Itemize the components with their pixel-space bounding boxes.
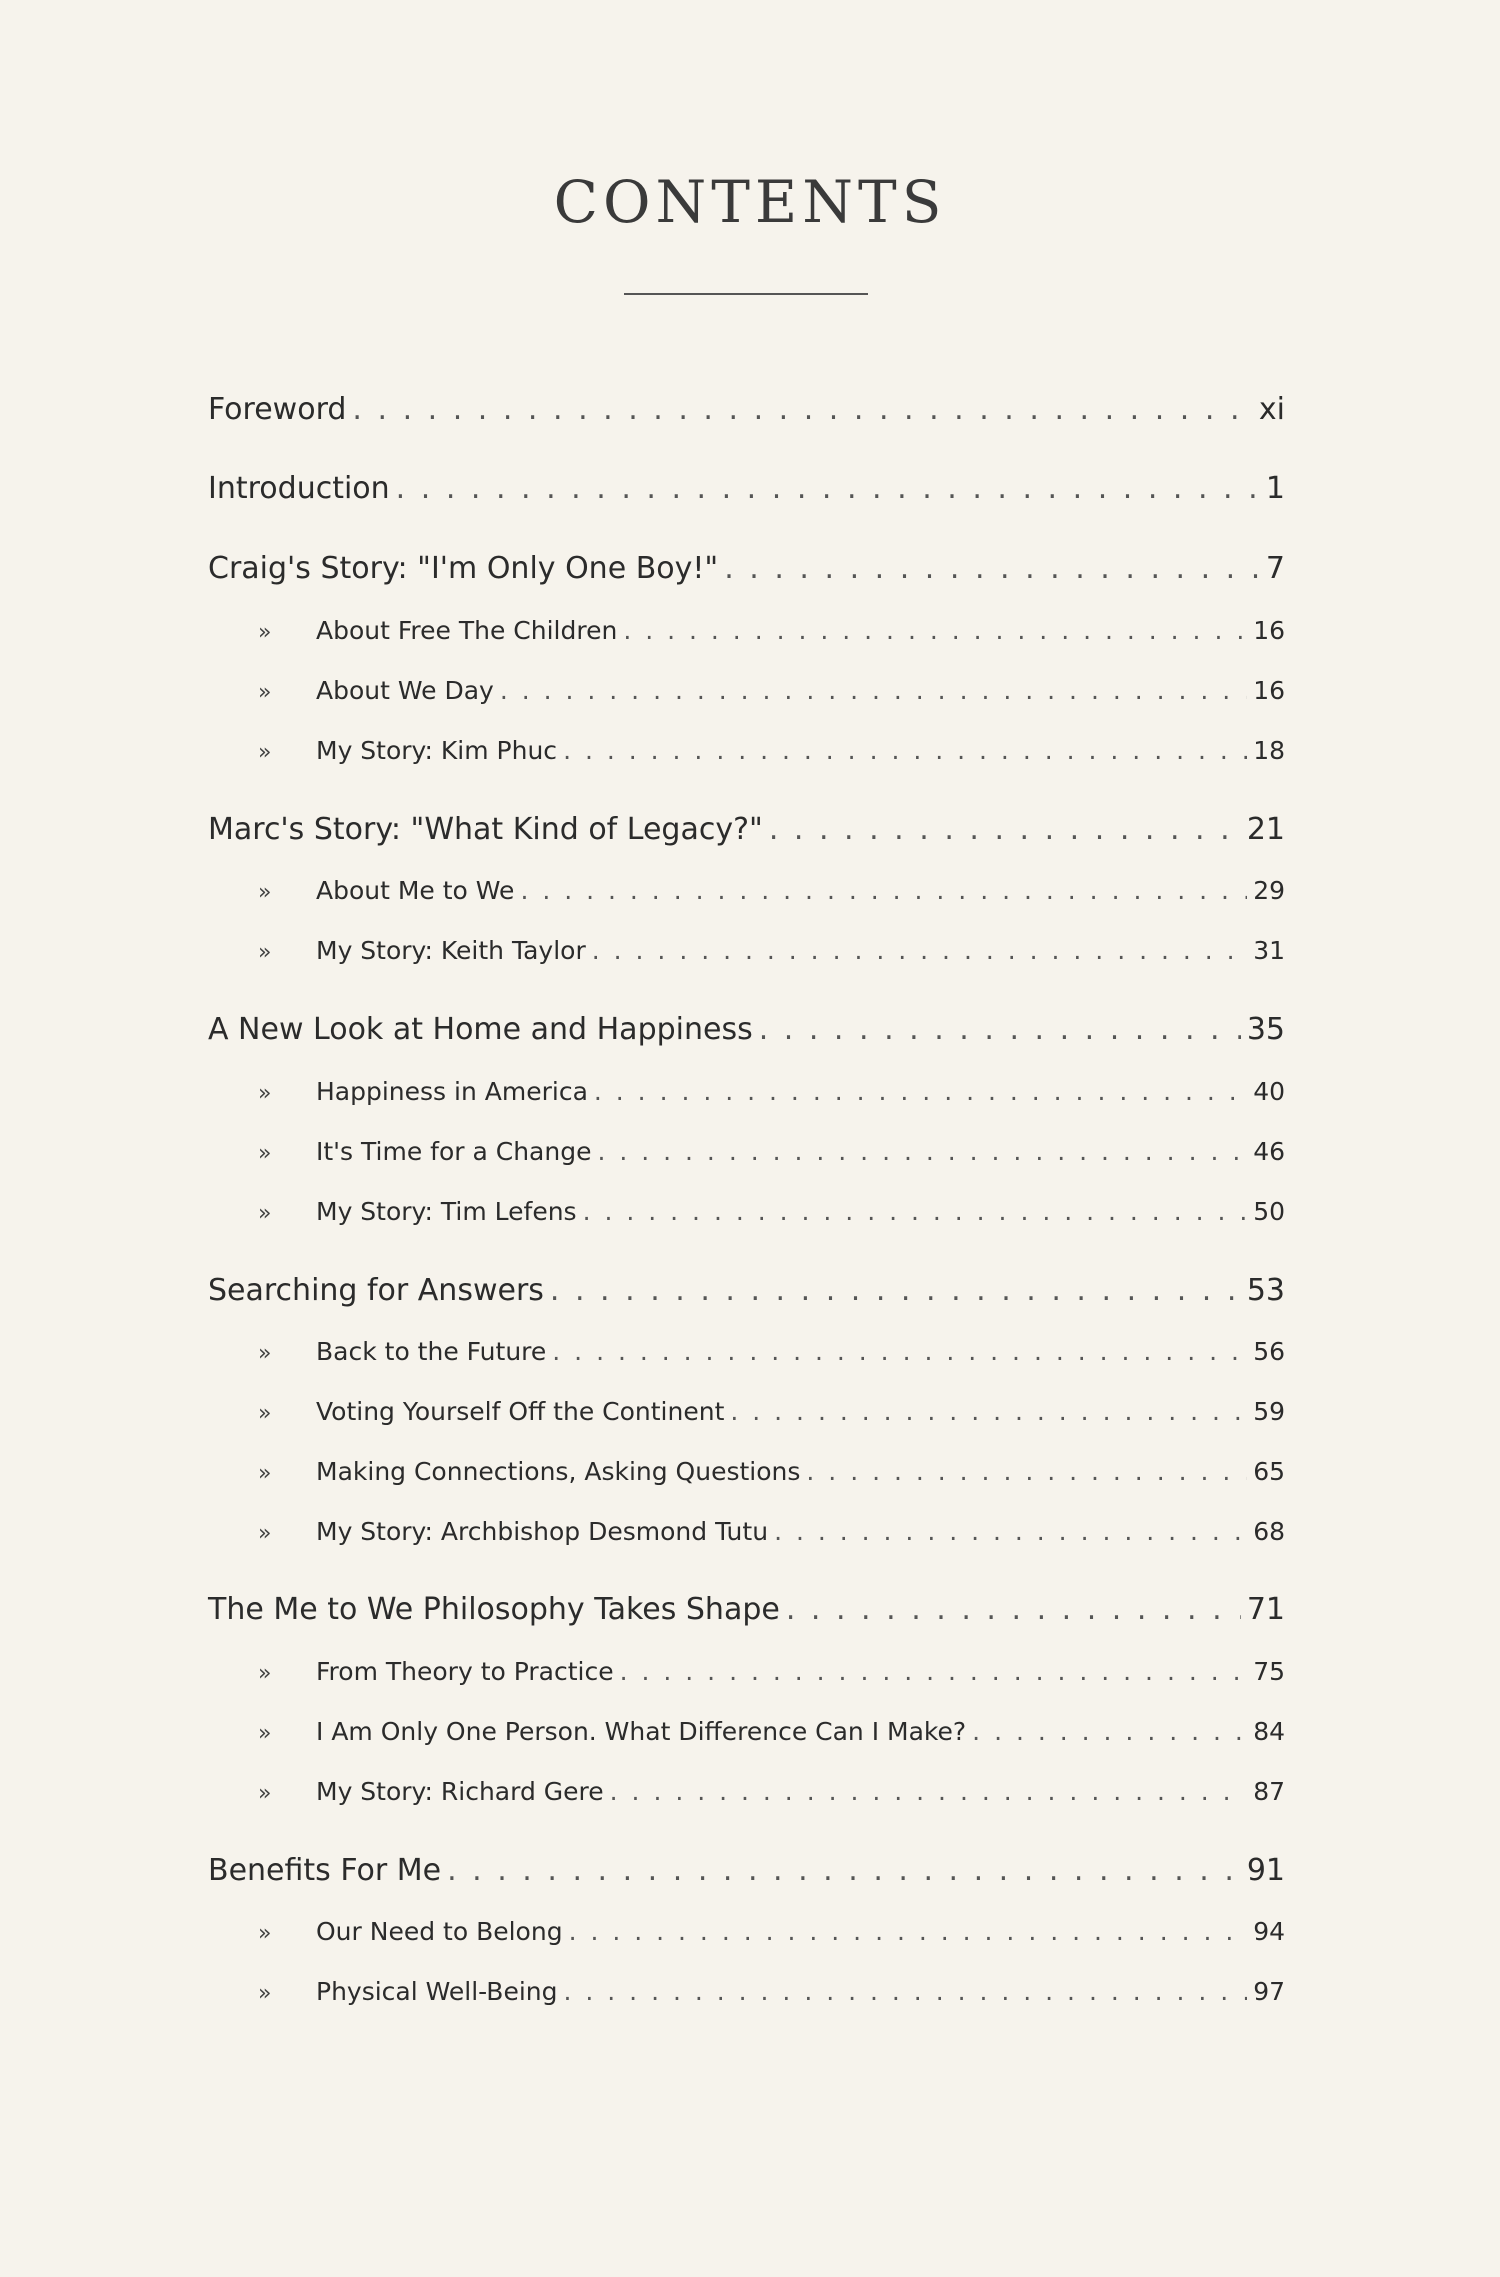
dot-leader: [447, 1853, 1241, 1888]
toc-entry-label: About Free The Children: [316, 616, 618, 645]
toc-entry-label: Benefits For Me: [208, 1853, 442, 1888]
bullet-icon: »: [258, 1081, 272, 1106]
bullet-icon: »: [258, 880, 272, 905]
toc-entry-page: 97: [1253, 1977, 1285, 2006]
toc-subentry[interactable]: [208, 1197, 1285, 1226]
dot-leader: [583, 1197, 1248, 1226]
title-divider: [624, 293, 868, 295]
bullet-icon: »: [258, 1661, 272, 1686]
dot-leader: [774, 1517, 1247, 1546]
dot-leader: [730, 1397, 1247, 1426]
toc-entry-page: 71: [1246, 1592, 1285, 1627]
toc-entry-page: 31: [1253, 936, 1285, 965]
bullet-icon: »: [258, 1201, 272, 1226]
dot-leader: [597, 1137, 1247, 1166]
bullet-icon: »: [258, 1401, 272, 1426]
toc-entry-page: 16: [1253, 616, 1285, 645]
dot-leader: [594, 1077, 1247, 1106]
page-title: CONTENTS: [553, 168, 947, 236]
dot-leader: [569, 1917, 1248, 1946]
toc-subentry[interactable]: [208, 1457, 1285, 1486]
toc-entry-label: Craig's Story: "I'm Only One Boy!": [208, 551, 719, 586]
toc-entry-label: I Am Only One Person. What Difference Can I Make?: [316, 1717, 967, 1746]
dot-leader: [564, 1977, 1248, 2006]
toc-entry-label: Marc's Story: "What Kind of Legacy?": [208, 812, 763, 847]
bullet-icon: »: [258, 740, 272, 765]
toc-entry-page: 18: [1253, 736, 1285, 765]
toc-entry-page: 1: [1265, 471, 1285, 506]
toc-entry-page: 65: [1253, 1457, 1285, 1486]
toc-entry[interactable]: [208, 551, 1285, 586]
toc-subentry[interactable]: [208, 1137, 1285, 1166]
bullet-icon: »: [258, 1461, 272, 1486]
toc-entry[interactable]: [208, 392, 1285, 427]
toc-entry-label: It's Time for a Change: [316, 1137, 592, 1166]
dot-leader: [620, 1657, 1248, 1686]
toc-entry-page: 21: [1246, 812, 1285, 847]
toc-subentry[interactable]: [208, 1977, 1285, 2006]
dot-leader: [520, 876, 1247, 905]
toc-subentry[interactable]: [208, 1777, 1285, 1806]
toc-entry-label: Voting Yourself Off the Continent: [316, 1397, 725, 1426]
bullet-icon: »: [258, 940, 272, 965]
toc-entry-label: About We Day: [316, 676, 494, 705]
toc-subentry[interactable]: [208, 936, 1285, 965]
toc-entry-label: The Me to We Philosophy Takes Shape: [208, 1592, 780, 1627]
toc-subentry[interactable]: [208, 1717, 1285, 1746]
dot-leader: [972, 1717, 1247, 1746]
toc-subentry[interactable]: [208, 1337, 1285, 1366]
toc-entry-label: Searching for Answers: [208, 1273, 544, 1308]
toc-subentry[interactable]: [208, 736, 1285, 765]
toc-entry-label: Back to the Future: [316, 1337, 547, 1366]
toc-subentry[interactable]: [208, 1657, 1285, 1686]
toc-entry-page: xi: [1258, 392, 1285, 427]
toc-entry-page: 94: [1253, 1917, 1285, 1946]
dot-leader: [769, 812, 1241, 847]
toc-entry-page: 7: [1265, 551, 1285, 586]
toc-entry-page: 29: [1253, 876, 1285, 905]
dot-leader: [352, 392, 1252, 427]
dot-leader: [592, 936, 1247, 965]
toc-entry-label: Foreword: [208, 392, 347, 427]
bullet-icon: »: [258, 1341, 272, 1366]
toc-entry-page: 53: [1246, 1273, 1285, 1308]
bullet-icon: »: [258, 1141, 272, 1166]
toc-entry-label: My Story: Tim Lefens: [316, 1197, 577, 1226]
bullet-icon: »: [258, 620, 272, 645]
bullet-icon: »: [258, 1981, 272, 2006]
bullet-icon: »: [258, 1921, 272, 1946]
toc-entry-page: 91: [1246, 1853, 1285, 1888]
toc-entry-label: A New Look at Home and Happiness: [208, 1012, 753, 1047]
toc-subentry[interactable]: [208, 876, 1285, 905]
toc-entry[interactable]: [208, 471, 1285, 506]
toc-entry-page: 68: [1253, 1517, 1285, 1546]
toc-entry-page: 75: [1253, 1657, 1285, 1686]
toc-subentry[interactable]: [208, 1517, 1285, 1546]
toc-entry-page: 46: [1253, 1137, 1285, 1166]
bullet-icon: »: [258, 1721, 272, 1746]
dot-leader: [563, 736, 1247, 765]
toc-entry-label: About Me to We: [316, 876, 515, 905]
dot-leader: [724, 551, 1260, 586]
dot-leader: [552, 1337, 1247, 1366]
toc-entry-label: My Story: Keith Taylor: [316, 936, 586, 965]
dot-leader: [759, 1012, 1241, 1047]
toc-entry-label: Our Need to Belong: [316, 1917, 563, 1946]
bullet-icon: »: [258, 1781, 272, 1806]
bullet-icon: »: [258, 1521, 272, 1546]
toc-entry-page: 16: [1253, 676, 1285, 705]
toc-entry-page: 87: [1253, 1777, 1285, 1806]
dot-leader: [610, 1777, 1248, 1806]
toc-entry[interactable]: [208, 1012, 1285, 1047]
bullet-icon: »: [258, 680, 272, 705]
toc-entry-label: Introduction: [208, 471, 390, 506]
toc-entry[interactable]: [208, 812, 1285, 847]
dot-leader: [786, 1592, 1241, 1627]
toc-entry-page: 35: [1246, 1012, 1285, 1047]
dot-leader: [500, 676, 1247, 705]
toc-subentry[interactable]: [208, 676, 1285, 705]
toc-subentry[interactable]: [208, 1917, 1285, 1946]
dot-leader: [806, 1457, 1247, 1486]
toc-entry[interactable]: [208, 1273, 1285, 1308]
toc-entry-label: Happiness in America: [316, 1077, 588, 1106]
toc-entry-page: 40: [1253, 1077, 1285, 1106]
toc-entry-label: My Story: Archbishop Desmond Tutu: [316, 1517, 769, 1546]
dot-leader: [396, 471, 1260, 506]
toc-subentry[interactable]: [208, 1397, 1285, 1426]
toc-entry-page: 56: [1253, 1337, 1285, 1366]
toc-entry-label: My Story: Richard Gere: [316, 1777, 604, 1806]
toc-entry-page: 50: [1253, 1197, 1285, 1226]
toc-entry-label: Making Connections, Asking Questions: [316, 1457, 801, 1486]
toc-entry-page: 59: [1253, 1397, 1285, 1426]
toc-entry-page: 84: [1253, 1717, 1285, 1746]
toc-entry-label: My Story: Kim Phuc: [316, 736, 558, 765]
toc-entry-label: From Theory to Practice: [316, 1657, 614, 1686]
toc-entry-label: Physical Well-Being: [316, 1977, 558, 2006]
toc-subentry[interactable]: [208, 1077, 1285, 1106]
dot-leader: [550, 1273, 1241, 1308]
dot-leader: [623, 616, 1247, 645]
toc-subentry[interactable]: [208, 616, 1285, 645]
toc-entry[interactable]: [208, 1592, 1285, 1627]
toc-entry[interactable]: [208, 1853, 1285, 1888]
